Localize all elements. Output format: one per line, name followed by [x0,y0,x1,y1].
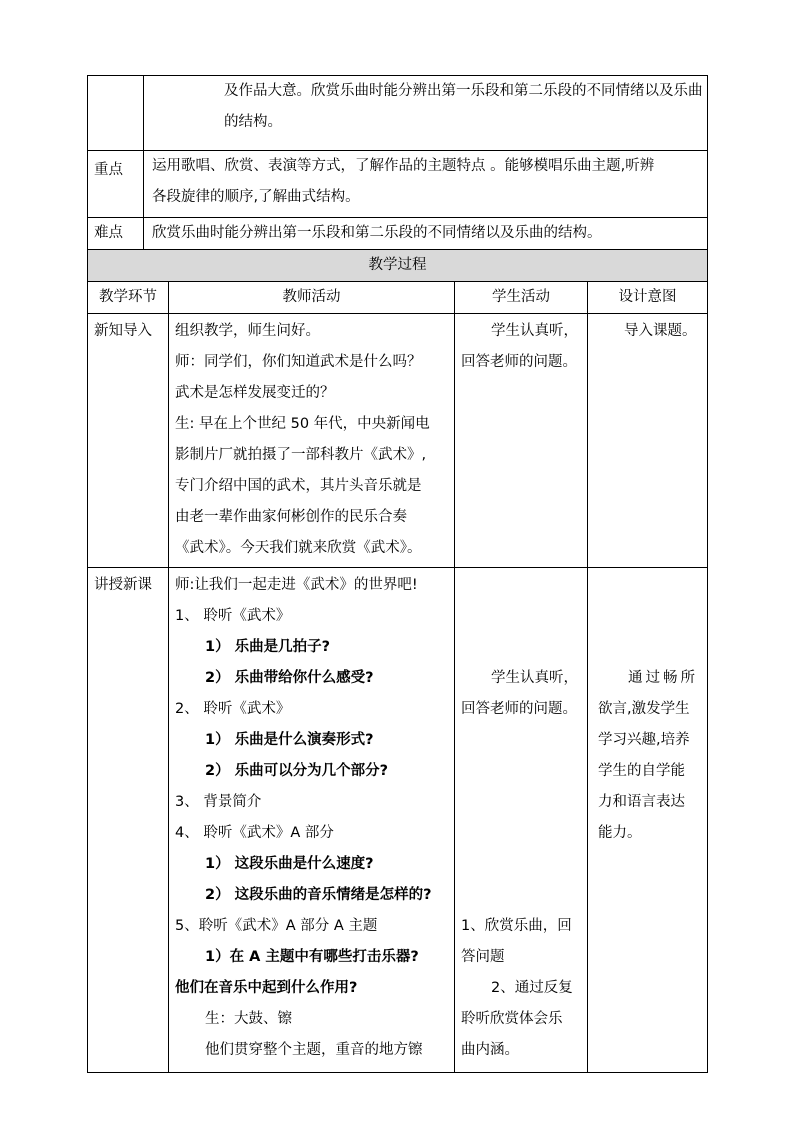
lecture-teacher-line: 他们贯穿整个主题，重音的地方镲 [205,1042,423,1058]
intro-stage: 新知导入 [88,314,169,568]
intro-row [88,314,708,568]
key-point-text-cell [144,151,708,218]
intro-teacher-line: 《武术》。今天我们就来欣赏《武术》。 [175,540,422,556]
col-header-student: 学生活动 [455,282,588,314]
lecture-teacher-line: 4、 聆听《武术》A 部分 [175,825,334,841]
lecture-student-line: 回答老师的问题。 [461,701,577,717]
goal-line-2: 的结构。 [224,114,282,130]
difficulty-label: 难点 [88,218,144,250]
lecture-teacher-line: 2、 聆听《武术》 [175,701,291,717]
lesson-plan-table [87,75,708,1073]
key-point-line-1: 运用歌唱、欣赏、表演等方式，了解作品的主题特点 。能够模唱乐曲主题,听辨 [152,158,655,174]
process-title-row [88,250,708,282]
intro-student-line: 学生认真听， [491,323,578,339]
difficulty-text: 欣赏乐曲时能分辨出第一乐段和第二乐段的不同情绪以及乐曲的结构。 [144,218,708,250]
lecture-student-line: 1、欣赏乐曲，回 [461,918,572,934]
goal-text-cell [144,76,708,151]
lecture-student-line: 学生认真听， [491,670,578,686]
lecture-teacher-question: 2） 乐曲可以分为几个部分? [205,763,389,779]
lecture-student-activity [455,568,588,1073]
lecture-student-line: 答问题 [461,949,505,965]
key-point-label: 重点 [88,151,144,218]
lecture-teacher-question: 1） 乐曲是几拍子? [205,639,331,655]
lecture-design-line: 能力。 [598,825,642,841]
lecture-teacher-line: 3、 背景简介 [175,794,262,810]
lecture-teacher-question: 他们在音乐中起到什么作用? [175,980,358,996]
intro-design-intent: 导入课题。 [588,314,708,568]
lecture-student-line: 2、通过反复 [491,980,573,996]
lecture-teacher-question: 2） 这段乐曲的音乐情绪是怎样的? [205,887,432,903]
key-point-row [88,151,708,218]
lecture-student-line: 曲内涵。 [461,1042,519,1058]
lecture-design-line: 通过畅所 [628,670,698,686]
lecture-design-line: 欲言,激发学生 [598,701,690,717]
intro-teacher-line: 影制片厂就拍摄了一部科教片《武术》, [175,447,427,463]
goal-label-cell [88,76,144,151]
lecture-teacher-line: 师:让我们一起走进《武术》的世界吧! [175,577,418,593]
lecture-design-line: 学习兴趣,培养 [598,732,690,748]
lecture-teacher-activity [169,568,455,1073]
lecture-stage: 讲授新课 [88,568,169,1073]
lecture-teacher-line: 1、 聆听《武术》 [175,608,291,624]
intro-teacher-line: 武术是怎样发展变迁的？ [175,385,335,401]
intro-teacher-line: 专门介绍中国的武术，其片头音乐就是 [175,478,422,494]
column-header-row [88,282,708,314]
lecture-teacher-question: 1） 这段乐曲是什么速度? [205,856,374,872]
lecture-teacher-line: 5、聆听《武术》A 部分 A 主题 [175,918,378,934]
intro-student-activity [455,314,588,568]
intro-teacher-line: 组织教学，师生问好。 [175,323,320,339]
col-header-stage: 教学环节 [88,282,169,314]
intro-teacher-line: 生: 早在上个世纪 50 年代，中央新闻电 [175,416,430,432]
intro-student-line: 回答老师的问题。 [461,354,577,370]
intro-teacher-line: 师：同学们，你们知道武术是什么吗？ [175,354,422,370]
col-header-teacher: 教师活动 [169,282,455,314]
lecture-design-intent [588,568,708,1073]
lecture-teacher-question: 1）在 A 主题中有哪些打击乐器? [205,949,419,965]
intro-teacher-line: 由老一辈作曲家何彬创作的民乐合奏 [175,509,407,525]
lecture-teacher-question: 2） 乐曲带给你什么感受? [205,670,374,686]
goal-row [88,76,708,151]
lecture-row [88,568,708,1073]
difficulty-row [88,218,708,250]
lecture-student-line: 聆听欣赏体会乐 [461,1011,563,1027]
lecture-design-line: 学生的自学能 [598,763,685,779]
key-point-line-2: 各段旋律的顺序,了解曲式结构。 [152,189,360,205]
process-title: 教学过程 [88,250,708,282]
lecture-design-line: 力和语言表达 [598,794,685,810]
lecture-teacher-line: 生：大鼓、镲 [205,1011,292,1027]
intro-teacher-activity [169,314,455,568]
col-header-design: 设计意图 [588,282,708,314]
goal-line-1: 及作品大意。欣赏乐曲时能分辨出第一乐段和第二乐段的不同情绪以及乐曲 [224,83,703,99]
lecture-teacher-question: 1） 乐曲是什么演奏形式? [205,732,374,748]
